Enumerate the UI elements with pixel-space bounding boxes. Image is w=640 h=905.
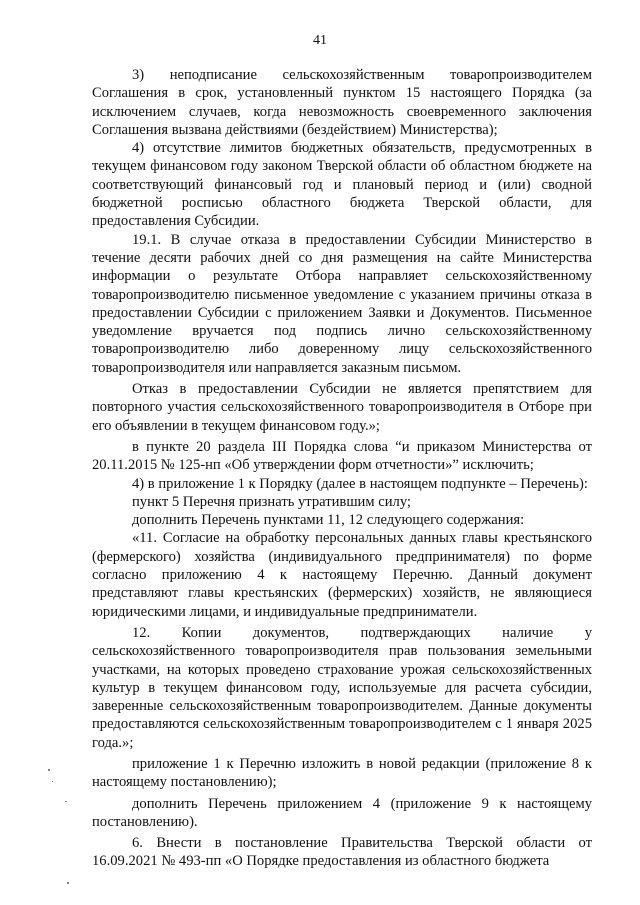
paragraph-item-4: 4) отсутствие лимитов бюджетных обязательств, предусмотренных в текущем финансовом году законом Тверской области об областном бюджете на соответствующий финансовый год и плановый период и (или) сводной бюджетной росписью областного бюджета Тверской области, для предоставления Субсидии.	[92, 140, 592, 230]
paragraph-item-3: 3) неподписание сельскохозяйственным товаропроизводителем Соглашения в срок, установленный пунктом 15 настоящего Порядка (за исключением случаев, когда невозможность своевременного заключения Соглашения вызвана действиями (бездействием) Министерства);	[92, 67, 592, 138]
scan-speck	[48, 769, 50, 771]
scan-speck	[65, 801, 67, 802]
paragraph-19-1: 19.1. В случае отказа в предоставлении Субсидии Министерство в течение десяти рабочих дней со дня размещения на сайте Министерства информации о результате Отбора направляет сельскохозяйственному товаропроизводителю письменное уведомление с указанием причины отказа в предоставлении Субсидии с приложением Заявки и Документов. Письменное уведомление вручается под подпись лично сельскохозяйственному товаропроизводителю либо доверенному лицу сельскохозяйственного товаропроизводителя или направляется заказным письмом.	[92, 231, 592, 376]
paragraph-item-6: 6. Внести в постановление Правительства Тверской области от 16.09.2021 № 493-пп «О Порядке предоставления из областного бюджета	[92, 835, 592, 870]
paragraph-point-12: 12. Копии документов, подтверждающих наличие у сельскохозяйственного товаропроизводителя прав пользования земельными участками, на которых проведено страхование урожая сельскохозяйственных культур в текущем финансовом году, используемые для расчета субсидии, заверенные сельскохозяйственным товаропроизводителем. Данные документы предоставляются сельскохозяйственным товаропроизводителем с 1 января 2025 года.»;	[92, 624, 592, 751]
paragraph-point-20: в пункте 20 раздела III Порядка слова “и приказом Министерства от 20.11.2015 № 125-нп «Об утверждении форм отчетности»” исключить;	[92, 438, 592, 474]
paragraph-refusal-not-obstacle: Отказ в предоставлении Субсидии не является препятствием для повторного участия сельскохозяйственного товаропроизводителя в Отборе при его объявлении в текущем финансовом году.»;	[92, 381, 592, 434]
paragraph-point-5-void: пункт 5 Перечня признать утратившим силу;	[132, 493, 411, 510]
paragraph-add-points: дополнить Перечень пунктами 11, 12 следующего содержания:	[132, 512, 525, 529]
document-body	[92, 66, 592, 874]
paragraph-new-edition: приложение 1 к Перечню изложить в новой редакции (приложение 8 к настоящему постановлению);	[92, 755, 592, 791]
paragraph-add-appendix-4: дополнить Перечень приложением 4 (приложение 9 к настоящему постановлению).	[92, 795, 592, 830]
paragraph-appendix-1: 4) в приложение 1 к Порядку (далее в настоящем подпункте – Перечень):	[132, 475, 588, 492]
scan-speck	[52, 781, 53, 782]
page-number: 41	[313, 33, 327, 48]
paragraph-point-11: «11. Согласие на обработку персональных данных главы крестьянского (фермерского) хозяйства (индивидуального предпринимателя) по форме согласно приложению 4 к настоящему Перечню. Данный документ представляют главы крестьянских (фермерских) хозяйств, не являющиеся юридическими лицами, и индивидуальные предприниматели.	[92, 530, 592, 620]
scan-speck	[67, 882, 69, 884]
